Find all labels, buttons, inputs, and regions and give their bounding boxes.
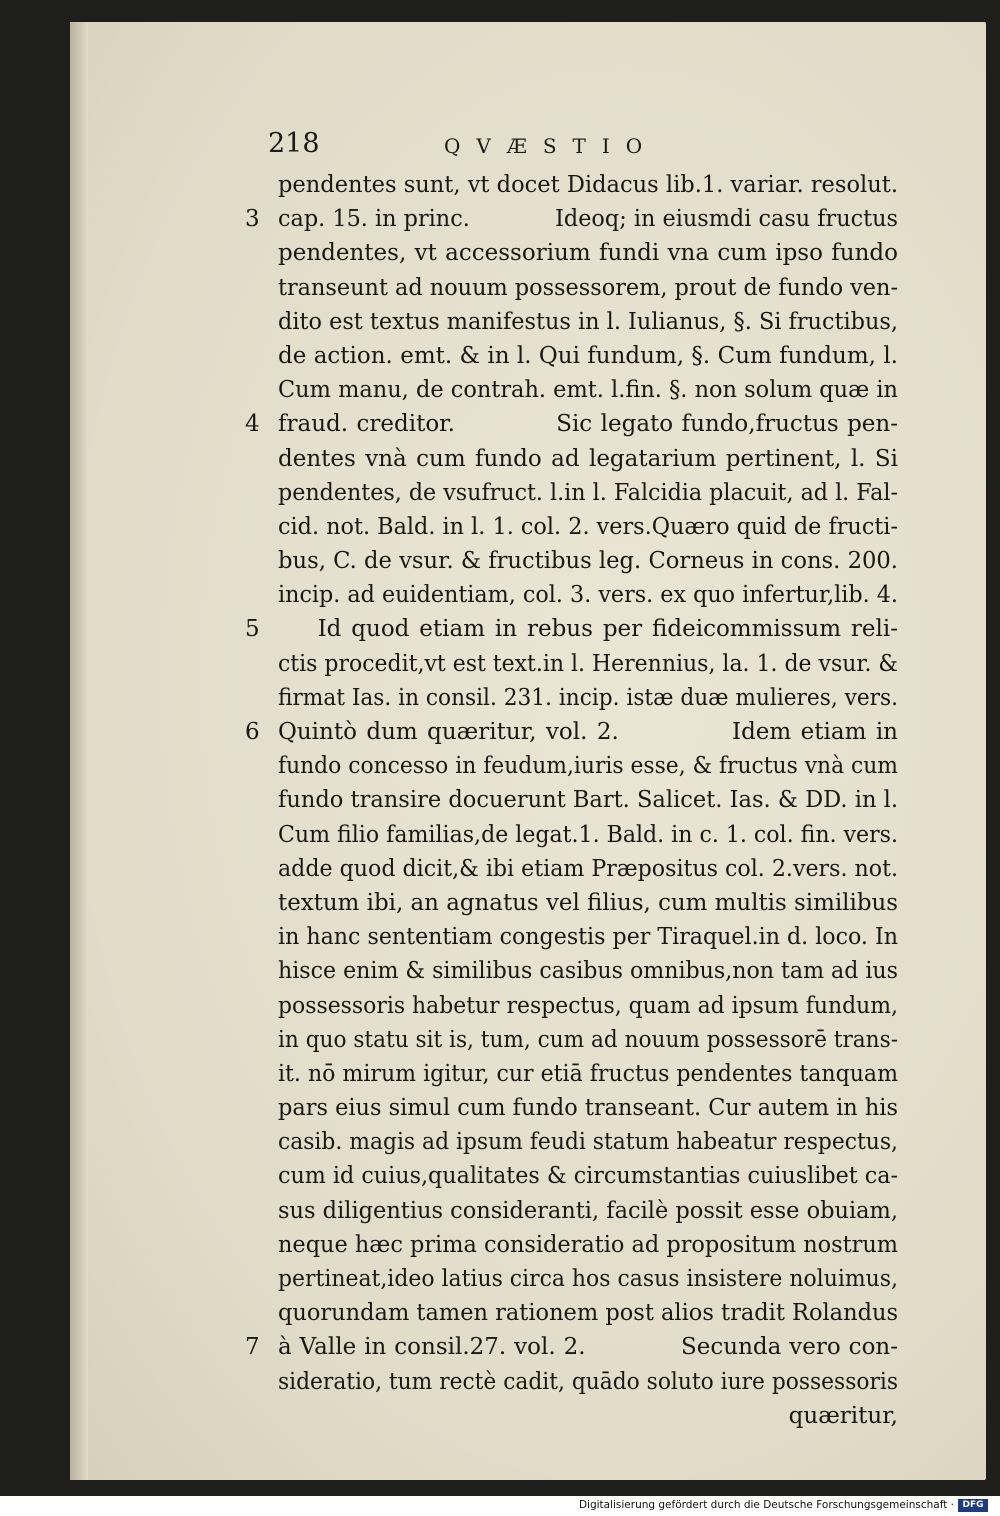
line-text: cid. not. Bald. in l. 1. col. 2. vers.Quæro quid de fructi- [278, 513, 898, 540]
line-text: pendentes, vt accessorium fundi vna cum ipso fundo [278, 240, 898, 267]
text-line [278, 1262, 898, 1296]
margin-note-number: 5 [245, 616, 260, 643]
text-line [245, 1330, 898, 1364]
line-text: Quintò dum quæritur, vol. 2. Idem etiam in [278, 719, 898, 745]
line-text: fundo transire docuerunt Bart. Salicet. Ias. & DD. in l. [278, 787, 898, 814]
line-text: transeunt ad nouum possessorem, prout de fundo ven- [278, 274, 898, 301]
line-text: dito est textus manifestus in l. Iulianus, §. Si fructibus, [278, 308, 898, 335]
line-text: de action. emt. & in l. Qui fundum, §. Cum fundum, l. [278, 342, 898, 369]
text-line [278, 1228, 898, 1262]
line-text: incip. ad euidentiam, col. 3. vers. ex quo infertur,lib. 4. [278, 582, 898, 609]
text-line [278, 1125, 898, 1159]
line-text: neque hæc prima consideratio ad propositum nostrum [278, 1231, 898, 1258]
text-line [278, 1296, 898, 1330]
line-text: pendentes sunt, vt docet Didacus lib.1. variar. resolut. [278, 172, 898, 198]
margin-note-number: 6 [245, 719, 260, 745]
page-header [268, 128, 788, 168]
line-text: in hanc sententiam congestis per Tiraquel.in d. loco. In [278, 924, 898, 951]
line-text: it. nō mirum igitur, cur etiā fructus pendentes tanquam [278, 1060, 898, 1087]
text-line [278, 920, 898, 954]
line-text: Cum filio familias,de legat.1. Bald. in c. 1. col. fin. vers. [278, 821, 898, 848]
text-line [278, 305, 898, 339]
line-text: fundo concesso in feudum,iuris esse, & fructus vnà cum [278, 753, 898, 780]
text-line [278, 954, 898, 988]
line-text: pendentes, de vsufruct. l.in l. Falcidia placuit, ad l. Fal- [278, 479, 898, 506]
text-line [278, 852, 898, 886]
text-line [278, 373, 898, 407]
digitization-footer [0, 1496, 1000, 1516]
funding-credit: Digitalisierung gefördert durch die Deutsche Forschungsgemeinschaft · [578, 1499, 954, 1511]
line-text: hisce enim & similibus casibus omnibus,non tam ad ius [278, 958, 898, 985]
page-gutter-shadow [70, 22, 88, 1480]
line-text: pars eius simul cum fundo transeant. Cur autem in his [278, 1095, 898, 1122]
line-text: dentes vnà cum fundo ad legatarium pertinent, l. Si [278, 445, 898, 472]
line-text: cap. 15. in princ. Ideoq; in eiusmdi casu fructus [278, 206, 898, 233]
text-line [278, 1365, 898, 1399]
margin-note-number: 7 [245, 1334, 260, 1361]
text-line [278, 442, 898, 476]
line-text: fraud. creditor. Sic legato fundo,fructus pen- [278, 411, 898, 438]
text-line [245, 612, 898, 646]
line-text: à Valle in consil.27. vol. 2. Secunda vero con- [278, 1334, 898, 1361]
line-text: Id quod etiam in rebus per fideicommissum reli- [278, 616, 898, 643]
text-line [278, 647, 898, 681]
text-line [278, 1057, 898, 1091]
text-line [278, 339, 898, 373]
line-text: sideratio, tum rectè cadit, quādo soluto iure possessoris [278, 1368, 898, 1395]
page-number: 218 [268, 128, 320, 159]
text-line [278, 989, 898, 1023]
line-text: sus diligentius consideranti, facilè possit esse obuiam, [278, 1197, 898, 1224]
line-text: bus, C. de vsur. & fructibus leg. Corneus in cons. 200. [278, 548, 898, 575]
text-line [278, 1194, 898, 1228]
text-line [278, 681, 898, 715]
text-line [278, 476, 898, 510]
text-line [278, 783, 898, 817]
line-text: firmat Ias. in consil. 231. incip. istæ duæ mulieres, vers. [278, 684, 898, 711]
line-text: casib. magis ad ipsum feudi statum habeatur respectus, [278, 1129, 898, 1156]
text-line [278, 1159, 898, 1193]
margin-note-number: 3 [245, 206, 260, 233]
text-line [278, 578, 898, 612]
text-line [245, 407, 898, 441]
text-line [278, 1023, 898, 1057]
body-text [245, 168, 898, 1433]
text-line [278, 749, 898, 783]
text-line [278, 271, 898, 305]
line-text: possessoris habetur respectus, quam ad ipsum fundum, [278, 992, 898, 1019]
text-line [245, 202, 898, 236]
text-line [278, 1091, 898, 1125]
dfg-logo: DFG [958, 1499, 988, 1512]
line-text: pertineat,ideo latius circa hos casus insistere noluimus, [278, 1266, 898, 1292]
text-line [278, 818, 898, 852]
text-line [245, 715, 898, 749]
catchword: quæritur, [788, 1402, 898, 1429]
text-line [278, 886, 898, 920]
line-text: ctis procedit,vt est text.in l. Herennius, la. 1. de vsur. & [278, 650, 898, 677]
line-text: quorundam tamen rationem post alios tradit Rolandus [278, 1300, 898, 1327]
text-line [278, 510, 898, 544]
text-line [278, 544, 898, 578]
line-text: adde quod dicit,& ibi etiam Præpositus col. 2.vers. not. [278, 855, 898, 882]
margin-note-number: 4 [245, 411, 260, 438]
text-line [278, 168, 898, 202]
line-text: in quo statu sit is, tum, cum ad nouum possessorē trans- [278, 1026, 898, 1053]
line-text: cum id cuius,qualitates & circumstantias cuiuslibet ca- [278, 1163, 898, 1190]
line-text: textum ibi, an agnatus vel filius, cum multis similibus [278, 889, 898, 916]
running-head: QVÆSTIO [444, 134, 659, 158]
line-text: Cum manu, de contrah. emt. l.fin. §. non solum quæ in [278, 377, 898, 404]
text-line [278, 236, 898, 270]
